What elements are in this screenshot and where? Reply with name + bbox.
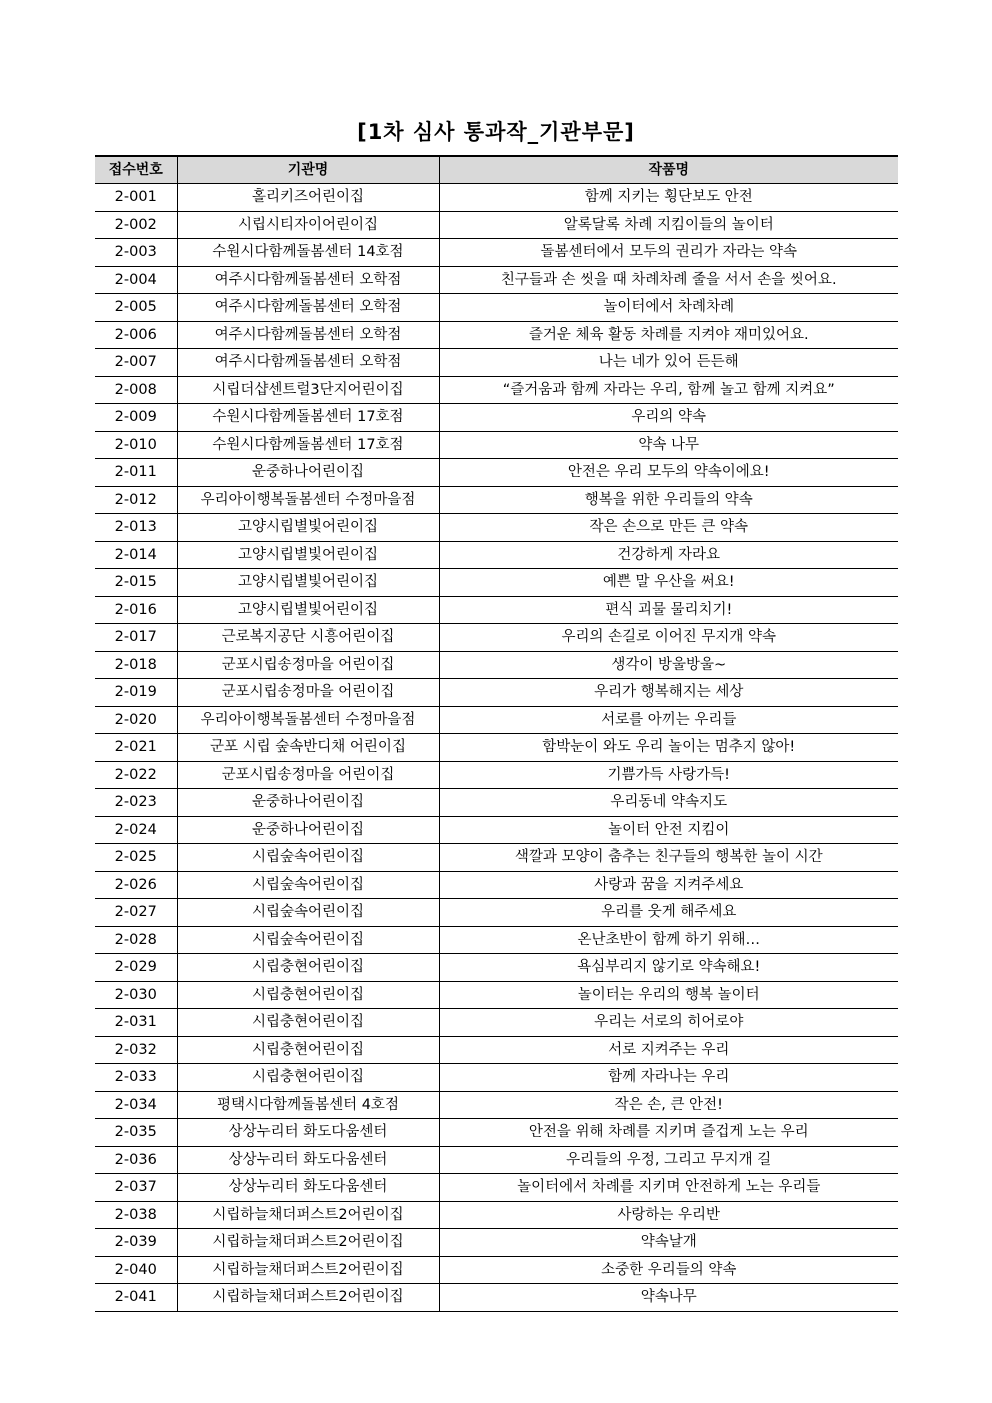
institution-name-cell: 군포시립송정마을 어린이집 (177, 651, 439, 679)
work-title-cell: 온난초반이 함께 하기 위해… (439, 926, 898, 954)
work-title-cell: 즐거운 체육 활동 차례를 지켜야 재미있어요. (439, 321, 898, 349)
table-row (95, 1256, 898, 1284)
table-body (95, 184, 898, 1312)
table-row (95, 1064, 898, 1092)
institution-name-cell: 상상누리터 화도다움센터 (177, 1119, 439, 1147)
institution-name-cell: 시립하늘채더퍼스트2어린이집 (177, 1284, 439, 1312)
institution-name-cell: 시립하늘채더퍼스트2어린이집 (177, 1256, 439, 1284)
institution-name-cell: 수원시다함께돌봄센터 17호점 (177, 404, 439, 432)
work-title-cell: 건강하게 자라요 (439, 541, 898, 569)
work-title-cell: 우리들의 우정, 그리고 무지개 길 (439, 1146, 898, 1174)
work-title-cell: 안전을 위해 차례를 지키며 즐겁게 노는 우리 (439, 1119, 898, 1147)
work-title-cell: 친구들과 손 씻을 때 차례차례 줄을 서서 손을 씻어요. (439, 266, 898, 294)
table-row (95, 734, 898, 762)
work-title-cell: 행복을 위한 우리들의 약속 (439, 486, 898, 514)
entry-number-cell: 2-029 (95, 954, 177, 982)
entry-number-cell: 2-031 (95, 1009, 177, 1037)
institution-name-cell: 평택시다함께돌봄센터 4호점 (177, 1091, 439, 1119)
entry-number-cell: 2-036 (95, 1146, 177, 1174)
institution-name-cell: 수원시다함께돌봄센터 14호점 (177, 239, 439, 267)
work-title-cell: 우리를 웃게 해주세요 (439, 899, 898, 927)
table-row (95, 1009, 898, 1037)
institution-name-cell: 여주시다함께돌봄센터 오학점 (177, 294, 439, 322)
table-row (95, 761, 898, 789)
entry-number-cell: 2-015 (95, 569, 177, 597)
entry-number-cell: 2-011 (95, 459, 177, 487)
table-row (95, 871, 898, 899)
entry-number-cell: 2-018 (95, 651, 177, 679)
table-row (95, 1091, 898, 1119)
table-row (95, 569, 898, 597)
entry-number-cell: 2-006 (95, 321, 177, 349)
work-title-cell: 서로를 아끼는 우리들 (439, 706, 898, 734)
work-title-cell: 놀이터에서 차례를 지키며 안전하게 노는 우리들 (439, 1174, 898, 1202)
work-title-cell: 우리동네 약속지도 (439, 789, 898, 817)
work-title-cell: 우리가 행복해지는 세상 (439, 679, 898, 707)
page-title: [1차 심사 통과작_기관부문] (357, 120, 635, 144)
institution-name-cell: 상상누리터 화도다움센터 (177, 1174, 439, 1202)
entry-number-cell: 2-010 (95, 431, 177, 459)
table-row (95, 459, 898, 487)
table-row (95, 1229, 898, 1257)
header-row (95, 156, 898, 184)
institution-name-cell: 시립하늘채더퍼스트2어린이집 (177, 1229, 439, 1257)
table-row (95, 926, 898, 954)
work-title-cell: 색깔과 모양이 춤추는 친구들의 행복한 놀이 시간 (439, 844, 898, 872)
table-row (95, 349, 898, 377)
institution-name-cell: 운중하나어린이집 (177, 816, 439, 844)
work-title-cell: 서로 지켜주는 우리 (439, 1036, 898, 1064)
institution-name-cell: 고양시립별빛어린이집 (177, 541, 439, 569)
entry-number-cell: 2-038 (95, 1201, 177, 1229)
institution-name-cell: 고양시립별빛어린이집 (177, 514, 439, 542)
entry-number-cell: 2-004 (95, 266, 177, 294)
table-row (95, 1036, 898, 1064)
work-title-cell: 욕심부리지 않기로 약속해요! (439, 954, 898, 982)
work-title-cell: “즐거움과 함께 자라는 우리, 함께 놀고 함께 지켜요” (439, 376, 898, 404)
entry-number-cell: 2-003 (95, 239, 177, 267)
institution-name-cell: 시립숲속어린이집 (177, 899, 439, 927)
institution-name-cell: 우리아이행복돌봄센터 수정마을점 (177, 486, 439, 514)
table-row (95, 514, 898, 542)
entry-number-cell: 2-008 (95, 376, 177, 404)
institution-name-cell: 군포 시립 숲속반디채 어린이집 (177, 734, 439, 762)
institution-name-cell: 홀리키즈어린이집 (177, 184, 439, 212)
table-row (95, 596, 898, 624)
work-title-cell: 안전은 우리 모두의 약속이에요! (439, 459, 898, 487)
entry-number-cell: 2-005 (95, 294, 177, 322)
table-row (95, 1284, 898, 1312)
work-title-cell: 편식 괴물 물리치기! (439, 596, 898, 624)
institution-name-cell: 시립시티자이어린이집 (177, 211, 439, 239)
table-row (95, 981, 898, 1009)
institution-name-cell: 시립숲속어린이집 (177, 844, 439, 872)
work-title-cell: 함께 지키는 횡단보도 안전 (439, 184, 898, 212)
table-row (95, 266, 898, 294)
work-title-cell: 우리의 약속 (439, 404, 898, 432)
entry-number-cell: 2-016 (95, 596, 177, 624)
entry-number-cell: 2-023 (95, 789, 177, 817)
results-table (95, 155, 898, 1312)
institution-name-cell: 우리아이행복돌봄센터 수정마을점 (177, 706, 439, 734)
institution-name-cell: 시립숲속어린이집 (177, 871, 439, 899)
institution-name-cell: 고양시립별빛어린이집 (177, 596, 439, 624)
entry-number-cell: 2-030 (95, 981, 177, 1009)
work-title-cell: 함박눈이 와도 우리 놀이는 멈추지 않아! (439, 734, 898, 762)
institution-name-cell: 시립충현어린이집 (177, 954, 439, 982)
work-title-cell: 놀이터 안전 지킴이 (439, 816, 898, 844)
institution-name-cell: 시립숲속어린이집 (177, 926, 439, 954)
table-row (95, 679, 898, 707)
institution-name-cell: 여주시다함께돌봄센터 오학점 (177, 266, 439, 294)
entry-number-cell: 2-013 (95, 514, 177, 542)
entry-number-cell: 2-034 (95, 1091, 177, 1119)
table-row (95, 816, 898, 844)
work-title-cell: 돌봄센터에서 모두의 권리가 자라는 약속 (439, 239, 898, 267)
table-row (95, 211, 898, 239)
work-title-cell: 놀이터는 우리의 행복 놀이터 (439, 981, 898, 1009)
work-title-cell: 우리의 손길로 이어진 무지개 약속 (439, 624, 898, 652)
header-entry-number: 접수번호 (95, 156, 177, 184)
entry-number-cell: 2-026 (95, 871, 177, 899)
work-title-cell: 작은 손, 큰 안전! (439, 1091, 898, 1119)
work-title-cell: 약속나무 (439, 1284, 898, 1312)
table-row (95, 404, 898, 432)
institution-name-cell: 운중하나어린이집 (177, 459, 439, 487)
table-row (95, 486, 898, 514)
work-title-cell: 약속 나무 (439, 431, 898, 459)
work-title-cell: 사랑하는 우리반 (439, 1201, 898, 1229)
entry-number-cell: 2-032 (95, 1036, 177, 1064)
table-row (95, 954, 898, 982)
entry-number-cell: 2-009 (95, 404, 177, 432)
work-title-cell: 생각이 방울방울~ (439, 651, 898, 679)
table-row (95, 624, 898, 652)
institution-name-cell: 여주시다함께돌봄센터 오학점 (177, 349, 439, 377)
work-title-cell: 사랑과 꿈을 지켜주세요 (439, 871, 898, 899)
table-row (95, 1146, 898, 1174)
table-row (95, 706, 898, 734)
entry-number-cell: 2-037 (95, 1174, 177, 1202)
institution-name-cell: 운중하나어린이집 (177, 789, 439, 817)
institution-name-cell: 시립충현어린이집 (177, 1009, 439, 1037)
entry-number-cell: 2-021 (95, 734, 177, 762)
institution-name-cell: 군포시립송정마을 어린이집 (177, 679, 439, 707)
institution-name-cell: 시립충현어린이집 (177, 1064, 439, 1092)
table-row (95, 1201, 898, 1229)
work-title-cell: 기쁨가득 사랑가득! (439, 761, 898, 789)
header-institution-name: 기관명 (177, 156, 439, 184)
institution-name-cell: 수원시다함께돌봄센터 17호점 (177, 431, 439, 459)
table-row (95, 844, 898, 872)
entry-number-cell: 2-017 (95, 624, 177, 652)
work-title-cell: 약속날개 (439, 1229, 898, 1257)
institution-name-cell: 여주시다함께돌봄센터 오학점 (177, 321, 439, 349)
institution-name-cell: 근로복지공단 시흥어린이집 (177, 624, 439, 652)
institution-name-cell: 군포시립송정마을 어린이집 (177, 761, 439, 789)
entry-number-cell: 2-028 (95, 926, 177, 954)
work-title-cell: 작은 손으로 만든 큰 약속 (439, 514, 898, 542)
entry-number-cell: 2-024 (95, 816, 177, 844)
institution-name-cell: 시립충현어린이집 (177, 981, 439, 1009)
table-row (95, 1174, 898, 1202)
work-title-cell: 우리는 서로의 히어로야 (439, 1009, 898, 1037)
institution-name-cell: 시립더샵센트럴3단지어린이집 (177, 376, 439, 404)
institution-name-cell: 시립충현어린이집 (177, 1036, 439, 1064)
entry-number-cell: 2-022 (95, 761, 177, 789)
table-row (95, 651, 898, 679)
table-row (95, 1119, 898, 1147)
entry-number-cell: 2-019 (95, 679, 177, 707)
work-title-cell: 놀이터에서 차례차례 (439, 294, 898, 322)
entry-number-cell: 2-027 (95, 899, 177, 927)
table-row (95, 376, 898, 404)
table-row (95, 184, 898, 212)
work-title-cell: 소중한 우리들의 약속 (439, 1256, 898, 1284)
entry-number-cell: 2-020 (95, 706, 177, 734)
work-title-cell: 알록달록 차례 지킴이들의 놀이터 (439, 211, 898, 239)
entry-number-cell: 2-001 (95, 184, 177, 212)
entry-number-cell: 2-040 (95, 1256, 177, 1284)
header-work-title: 작품명 (439, 156, 898, 184)
table-row (95, 431, 898, 459)
work-title-cell: 함께 자라나는 우리 (439, 1064, 898, 1092)
table-row (95, 294, 898, 322)
work-title-cell: 나는 네가 있어 든든해 (439, 349, 898, 377)
institution-name-cell: 상상누리터 화도다움센터 (177, 1146, 439, 1174)
work-title-cell: 예쁜 말 우산을 써요! (439, 569, 898, 597)
entry-number-cell: 2-039 (95, 1229, 177, 1257)
entry-number-cell: 2-033 (95, 1064, 177, 1092)
entry-number-cell: 2-041 (95, 1284, 177, 1312)
entry-number-cell: 2-007 (95, 349, 177, 377)
entry-number-cell: 2-025 (95, 844, 177, 872)
table-row (95, 239, 898, 267)
institution-name-cell: 시립하늘채더퍼스트2어린이집 (177, 1201, 439, 1229)
table-row (95, 899, 898, 927)
entry-number-cell: 2-002 (95, 211, 177, 239)
table-row (95, 789, 898, 817)
table-row (95, 321, 898, 349)
entry-number-cell: 2-012 (95, 486, 177, 514)
table-row (95, 541, 898, 569)
institution-name-cell: 고양시립별빛어린이집 (177, 569, 439, 597)
entry-number-cell: 2-035 (95, 1119, 177, 1147)
entry-number-cell: 2-014 (95, 541, 177, 569)
